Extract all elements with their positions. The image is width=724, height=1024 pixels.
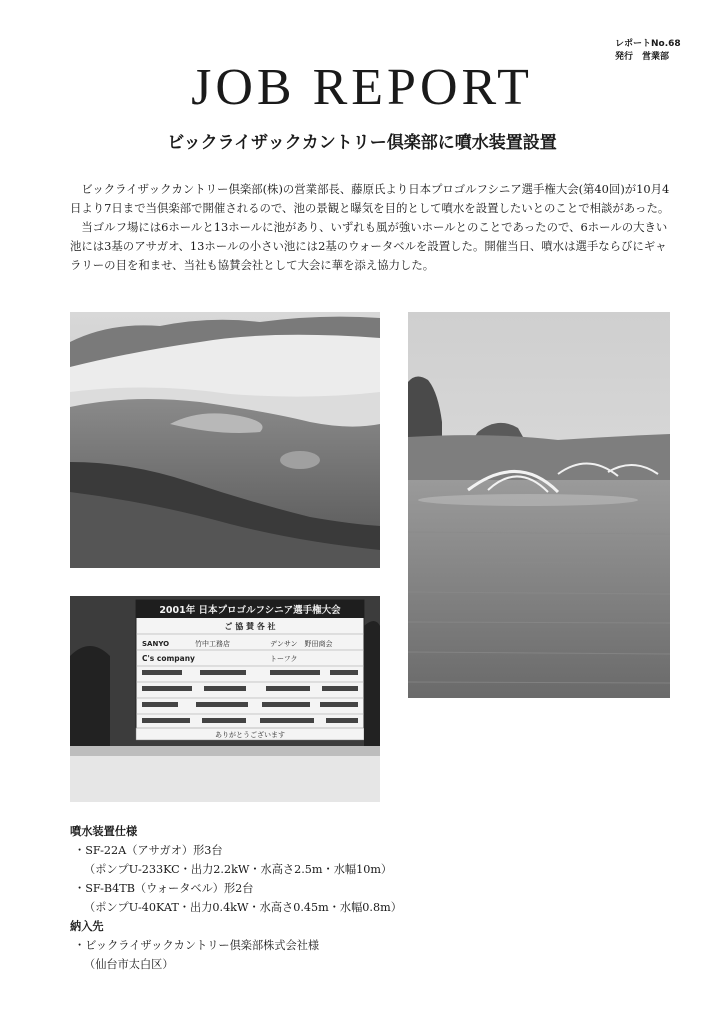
banner-sponsor-5: トーフク [270,655,298,663]
page-title: JOB REPORT [191,59,533,116]
page-subtitle: ビックライザックカントリー倶楽部に噴水装置設置 [167,133,557,153]
banner-footer: ありがとうございます [215,731,285,739]
article-body [70,180,670,275]
delivery-name: ・ビックライザックカントリー倶楽部株式会社様 [74,939,320,952]
photo-fountains [408,312,670,698]
banner-sponsor-1: SANYO [142,640,170,648]
spec-item-2-detail: （ポンプU-40KAT・出力0.4kW・水高さ0.45m・水幅0.8m） [84,901,402,914]
specs-heading: 噴水装置仕様 [70,824,138,838]
banner-title: 2001年 日本プロゴルフシニア選手権大会 [159,605,341,616]
paragraph-1: ビックライザックカントリー倶楽部(株)の営業部長、藤原氏より日本プロゴルフシニア選手権大会(第40回)が10月4日より7日まで当倶楽部で開催されるので、池の景観と曝気を目的として噴水を設置したいとのことで相談があった。 [70,182,670,215]
spec-item-2: ・SF-B4TB（ウォータベル）形2台 [74,882,254,895]
report-number: レポートNo.68 [615,39,681,49]
banner-sponsor-4: C's company [142,654,195,663]
spec-item-1-detail: （ポンプU-233KC・出力2.2kW・水高さ2.5m・水幅10m） [84,863,393,876]
banner-sponsor-3: デンサン 野田商会 [270,640,333,648]
banner-sponsor-2: 竹中工務店 [195,640,230,648]
delivery-location: （仙台市太白区） [84,958,174,971]
photo-sponsor-banner [70,596,380,802]
specs-section [70,822,490,974]
paragraph-2: 当ゴルフ場には6ホールと13ホールに池があり、いずれも風が強いホールとのことであったので、6ホールの大きい池には3基のアサガオ、13ホールの小さい池には2基のウォータベルを設置した。開催当日、噴水は選手ならびにギャラリーの目を和ませ、当社も協賛会社として大会に華を添え協力した。 [70,220,668,272]
issuer: 発行 営業部 [615,52,670,62]
delivery-heading: 納入先 [70,919,104,933]
photo-pond-hole6 [70,312,380,568]
spec-item-1: ・SF-22A（アサガオ）形3台 [74,844,223,857]
banner-sponsors-header: ご 協 賛 各 社 [224,622,276,631]
